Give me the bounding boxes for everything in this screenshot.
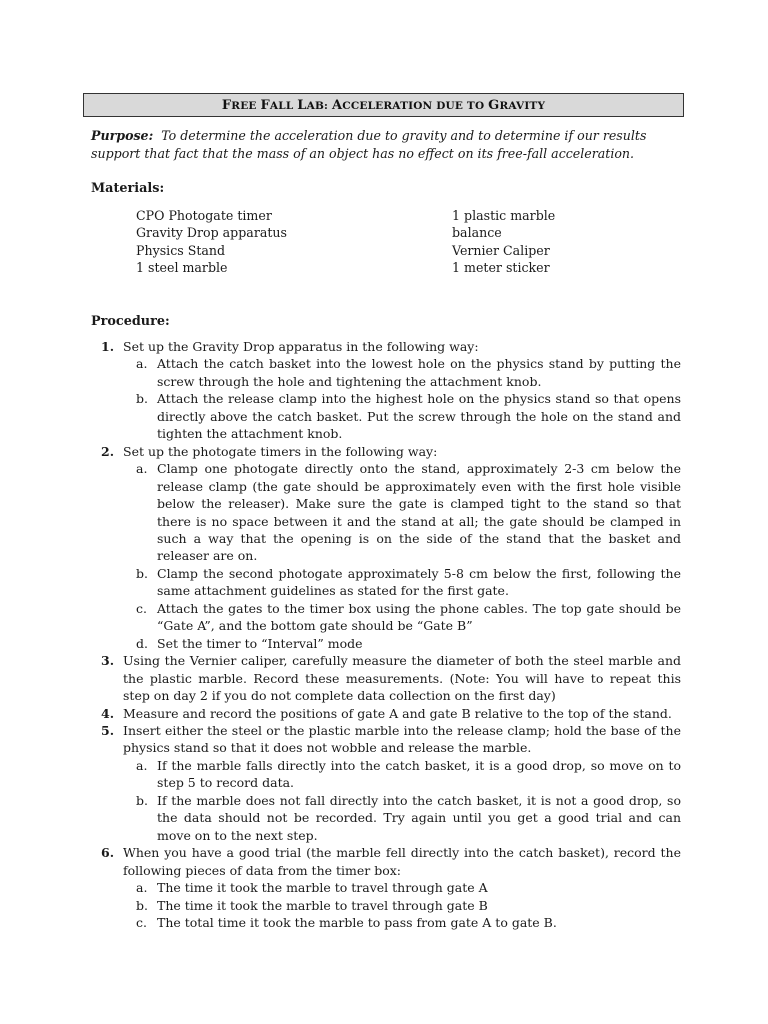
procedure-substep <box>91 390 681 442</box>
procedure-substep <box>91 792 681 844</box>
substep-letter: a. <box>136 757 148 773</box>
step-text: Using the Vernier caliper, carefully measure the diameter of both the steel marble and the plastic marble. Record these measurements. (Note: You will have to repeat this step on day 2 if you do not complete data collection on the first day) <box>123 653 681 704</box>
procedure-heading: Procedure: <box>91 314 170 329</box>
substep-text: Clamp the second photogate approximately 5-8 cm below the first, following the same attachment guidelines as stated for the first gate. <box>157 565 681 599</box>
procedure-list <box>91 338 681 931</box>
substep-text: Attach the gates to the timer box using the phone cables. The top gate should be “Gate A”, and the bottom gate should be “Gate B” <box>157 600 681 634</box>
step-number: 2. <box>101 443 115 459</box>
procedure-substep <box>91 897 681 914</box>
material-item: Physics Stand <box>136 242 226 258</box>
procedure-substep <box>91 914 681 931</box>
procedure-substep <box>91 600 681 635</box>
substep-text: If the marble falls directly into the catch basket, it is a good drop, so move on to step 5 to record data. <box>157 757 681 791</box>
materials-list-left <box>136 207 287 277</box>
step-number: 5. <box>101 722 115 738</box>
procedure-step <box>91 844 681 879</box>
purpose-label: Purpose: <box>91 128 154 143</box>
procedure-substep <box>91 635 681 652</box>
step-number: 3. <box>101 653 115 669</box>
material-item: 1 plastic marble <box>452 208 556 223</box>
step-number: 6. <box>101 845 115 861</box>
substep-letter: a. <box>136 461 148 477</box>
step-text: Set up the photogate timers in the following way: <box>123 443 438 459</box>
substep-letter: b. <box>136 897 148 913</box>
step-text: When you have a good trial (the marble fell directly into the catch basket), record the following pieces of data from the timer box: <box>123 845 681 878</box>
purpose-text: To determine the acceleration due to gravity and to determine if our results support that fact that the mass of an object has no effect on its free-fall acceleration. <box>91 128 647 161</box>
procedure-step <box>91 652 681 704</box>
materials-heading: Materials: <box>91 181 165 196</box>
procedure-substep <box>91 757 681 792</box>
material-item: Gravity Drop apparatus <box>136 225 287 241</box>
procedure-step <box>91 443 681 460</box>
procedure-substep <box>91 879 681 896</box>
material-item: 1 meter sticker <box>452 260 550 276</box>
substep-text: Set the timer to “Interval” mode <box>157 635 363 651</box>
substep-text: The time it took the marble to travel through gate A <box>157 880 488 896</box>
substep-text: The total time it took the marble to pass from gate A to gate B. <box>157 914 557 930</box>
materials-list-right <box>452 207 555 277</box>
material-item: CPO Photogate timer <box>136 208 272 223</box>
material-item: 1 steel marble <box>136 260 228 276</box>
step-number: 1. <box>101 339 115 354</box>
substep-text: The time it took the marble to travel through gate B <box>157 897 488 913</box>
substep-letter: b. <box>136 565 148 581</box>
substep-letter: b. <box>136 391 148 407</box>
substep-letter: d. <box>136 635 148 651</box>
substep-letter: b. <box>136 792 148 808</box>
procedure-step <box>91 722 681 757</box>
procedure-substep <box>91 355 681 390</box>
step-text: Measure and record the positions of gate A and gate B relative to the top of the stand. <box>123 705 672 721</box>
substep-letter: c. <box>136 914 147 930</box>
title-box <box>83 93 684 117</box>
substep-text: Clamp one photogate directly onto the stand, approximately 2-3 cm below the release clamp (the gate should be approximately even with the first hole visible below the releaser). Make sure the gate is clamped tight to the stand so that there is no space between it and the stand at all; the gate should be clamped in such a way that the opening is on the side of the stand that the basket and releaser are on. <box>157 461 681 564</box>
step-text: Insert either the steel or the plastic marble into the release clamp; hold the base of the physics stand so that it does not wobble and release the marble. <box>123 722 681 756</box>
procedure-step <box>91 705 681 722</box>
substep-text: Attach the release clamp into the highest hole on the physics stand so that opens directly above the catch basket. Put the screw through the hole on the stand and tighten the attachment knob. <box>157 391 681 442</box>
substep-text: Attach the catch basket into the lowest hole on the physics stand by putting the screw through the hole and tightening the attachment knob. <box>157 356 681 389</box>
substep-text: If the marble does not fall directly into the catch basket, it is not a good drop, so the data should not be recorded. Try again until you get a good trial and can move on to the next step. <box>157 792 681 843</box>
purpose-paragraph <box>91 127 681 162</box>
substep-letter: a. <box>136 880 148 896</box>
procedure-substep <box>91 460 681 565</box>
procedure-substep <box>91 565 681 600</box>
page-title: FREE FALL LAB: ACCELERATION DUE TO GRAVITY <box>221 97 546 113</box>
step-text: Set up the Gravity Drop apparatus in the following way: <box>123 339 479 354</box>
step-number: 4. <box>101 705 115 721</box>
procedure-step <box>91 338 681 355</box>
material-item: Vernier Caliper <box>452 242 550 258</box>
material-item: balance <box>452 225 502 241</box>
substep-letter: c. <box>136 600 147 616</box>
substep-letter: a. <box>136 356 148 372</box>
